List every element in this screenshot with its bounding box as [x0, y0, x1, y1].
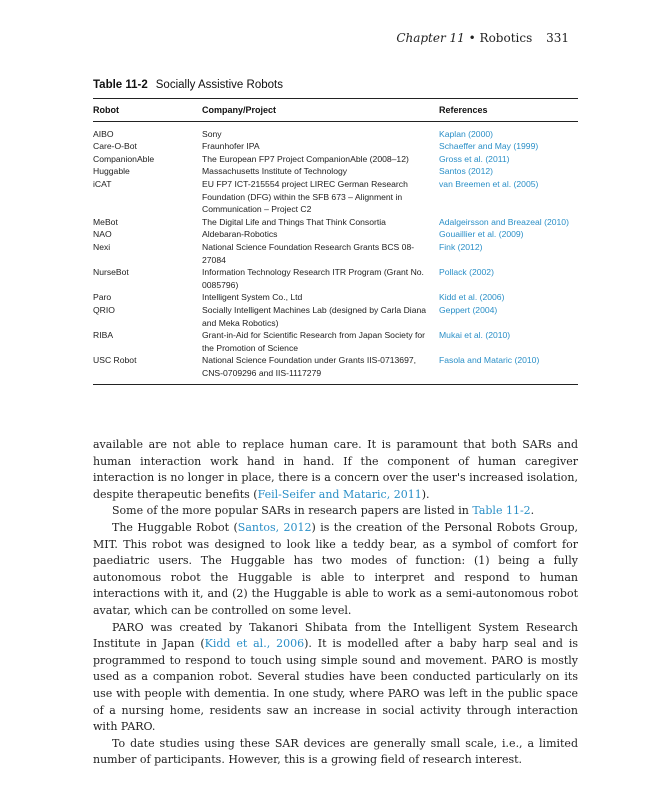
- robot-cell: MeBot: [93, 216, 118, 227]
- robot-cell: Paro: [93, 292, 112, 303]
- table-row: [93, 178, 578, 216]
- paragraph-text: available are not able to replace human care. It is paramount that both SARs and human interaction work hand in hand. If the component of human caregiver interaction is no longer in place, there is a concern over the user's increased isolation, despite therapeutic benefits (: [93, 438, 578, 501]
- reference-link[interactable]: Pollack (2002): [439, 267, 494, 278]
- column-header-references: References: [439, 99, 578, 122]
- table-title: Socially Assistive Robots: [155, 79, 283, 91]
- company-cell: National Science Foundation under Grants IIS-0713697, CNS-0709296 and IIS-1117279: [202, 355, 417, 378]
- table-row: [93, 140, 578, 153]
- company-cell: Information Technology Research ITR Program (Grant No. 0085796): [202, 267, 424, 290]
- reference-link[interactable]: Geppert (2004): [439, 304, 498, 315]
- sar-table: [93, 98, 578, 385]
- reference-link[interactable]: van Breemen et al. (2005): [439, 178, 539, 189]
- table-label: Table 11-2: [93, 79, 148, 91]
- reference-link[interactable]: Santos (2012): [439, 166, 493, 177]
- table-row: [93, 241, 578, 266]
- company-cell: The European FP7 Project CompanionAble (2008–12): [202, 153, 409, 164]
- robot-cell: Care-O-Bot: [93, 141, 137, 152]
- paragraph-text: .: [530, 504, 535, 518]
- reference-link[interactable]: Gouaillier et al. (2009): [439, 229, 524, 240]
- robot-cell: NurseBot: [93, 267, 129, 278]
- robot-cell: AIBO: [93, 128, 114, 139]
- table-row: [93, 165, 578, 178]
- paragraph-text: The Huggable Robot (: [112, 520, 238, 534]
- citation-link[interactable]: Santos, 2012: [237, 520, 312, 534]
- table-header-row: [93, 99, 578, 122]
- robot-cell: iCAT: [93, 178, 112, 189]
- table-row: [93, 304, 578, 329]
- chapter-label: Chapter 11: [396, 31, 465, 45]
- company-cell: Aldebaran-Robotics: [202, 229, 278, 240]
- paragraph-text: Some of the more popular SARs in research papers are listed in: [112, 504, 473, 518]
- section-label: Robotics: [479, 31, 533, 45]
- column-header-company: Company/Project: [202, 99, 439, 122]
- robot-cell: CompanionAble: [93, 153, 155, 164]
- table-row: [93, 354, 578, 385]
- company-cell: National Science Foundation Research Grants BCS 08-27084: [202, 241, 415, 265]
- citation-link[interactable]: Feil-Seifer and Mataric, 2011: [257, 487, 422, 501]
- company-cell: Fraunhofer IPA: [202, 141, 260, 152]
- table-row: [93, 121, 578, 140]
- paragraph-text: ). It is modelled after a baby harp seal and is programmed to respond to touch using simple sound and movement. PARO is mostly used as a companion robot. Several studies have been conducted particularly on its use with people with dementia. In one study, where PARO was left in the public space of a nursing home, residents saw an increase in social activity through interaction with PARO.: [93, 637, 578, 734]
- company-cell: Intelligent System Co., Ltd: [202, 292, 303, 303]
- table-row: [93, 291, 578, 304]
- table-row: [93, 228, 578, 241]
- robot-cell: RIBA: [93, 330, 114, 341]
- paragraph-text: PARO was created by Takanori Shibata from the Intelligent System Research Institute in Japan (: [93, 620, 578, 651]
- paragraph-4: [93, 620, 578, 736]
- robot-cell: Huggable: [93, 166, 130, 177]
- company-cell: Socially Intelligent Machines Lab (designed by Carla Diana and Meka Robotics): [202, 304, 427, 328]
- reference-link[interactable]: Kaplan (2000): [439, 128, 493, 139]
- paragraph-text: ) is the creation of the Personal Robots Group, MIT. This robot was designed to look like a teddy bear, as a symbol of comfort for paediatric users. The Huggable has two modes of function: (1) being a fully autonomous robot the Huggable is able to interpret and respond to human interactions with it, and (2) the Huggable is able to work as a semi-autonomous robot avatar, which can be controlled on some level.: [93, 520, 578, 617]
- table-caption: [93, 79, 283, 91]
- table-reference-link[interactable]: Table 11-2: [472, 504, 531, 518]
- company-cell: Grant-in-Aid for Scientific Research from Japan Society for the Promotion of Science: [202, 330, 426, 353]
- reference-link[interactable]: Mukai et al. (2010): [439, 330, 511, 341]
- header-bullet: •: [468, 31, 476, 45]
- reference-link[interactable]: Gross et al. (2011): [439, 153, 510, 164]
- reference-link[interactable]: Kidd et al. (2006): [439, 292, 505, 303]
- company-cell: Sony: [202, 128, 222, 139]
- paragraph-text: ).: [421, 487, 430, 501]
- paragraph-text: To date studies using these SAR devices are generally small scale, i.e., a limited number of participants. However, this is a growing field of research interest.: [93, 736, 578, 767]
- table-row: [93, 329, 578, 354]
- reference-link[interactable]: Fasola and Mataric (2010): [439, 355, 540, 366]
- reference-link[interactable]: Adalgeirsson and Breazeal (2010): [439, 216, 569, 227]
- table-row: [93, 216, 578, 229]
- reference-link[interactable]: Fink (2012): [439, 241, 483, 252]
- company-cell: Massachusetts Institute of Technology: [202, 166, 348, 177]
- table-row: [93, 266, 578, 291]
- table-row: [93, 153, 578, 166]
- company-cell: The Digital Life and Things That Think Consortia: [202, 216, 386, 227]
- paragraph-2: [93, 503, 578, 520]
- robot-cell: Nexi: [93, 241, 111, 252]
- column-header-robot: Robot: [93, 99, 202, 122]
- paragraph-5: [93, 736, 578, 769]
- page-number: 331: [546, 31, 569, 45]
- body-text: [93, 437, 578, 769]
- robot-cell: USC Robot: [93, 355, 137, 366]
- company-cell: EU FP7 ICT-215554 project LIREC German Research Foundation (DFG) within the SFB 673 – Alignment in Communication – Project C2: [202, 178, 408, 215]
- robot-cell: NAO: [93, 229, 112, 240]
- reference-link[interactable]: Schaeffer and May (1999): [439, 141, 539, 152]
- robot-cell: QRIO: [93, 304, 115, 315]
- paragraph-3: [93, 520, 578, 620]
- citation-link[interactable]: Kidd et al., 2006: [204, 637, 305, 651]
- paragraph-1: [93, 437, 578, 503]
- running-header: [396, 31, 569, 45]
